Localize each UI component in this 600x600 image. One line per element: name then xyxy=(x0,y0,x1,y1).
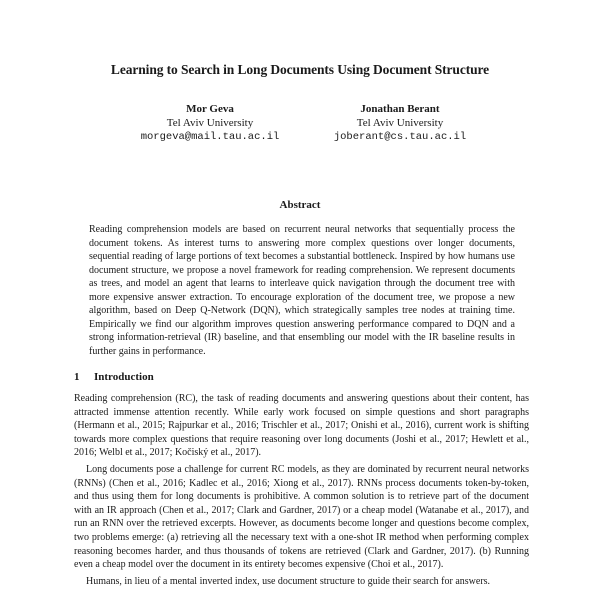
author-name: Mor Geva xyxy=(186,103,234,115)
abstract-text: Reading comprehension models are based on recurrent neural networks that sequentially process the document tokens. As interest turns to answering more complex questions over longer documents, sequential reading of large portions of text becomes a substantial bottleneck. Inspired by how humans use document structure, we propose a novel framework for reading comprehension. We represent documents as trees, and model an agent that learns to interleave quick navigation through the document tree with more expensive answer extraction. To encourage exploration of the document tree, we propose a new algorithm, based on Deep Q-Network (DQN), which strategically samples tree nodes at training time. Empirically we find our algorithm improves question answering performance compared to DQN and a strong information-retrieval (IR) baseline, and that ensembling our model with the IR baseline results in further gains in performance. xyxy=(89,224,515,357)
author-name: Jonathan Berant xyxy=(360,103,440,115)
paragraph: Reading comprehension (RC), the task of reading documents and answering questions about their content, has attracted immense attention recently. While early work focused on simple questions and short paragraphs (Hermann et al., 2015; Rajpurkar et al., 2016; Trischler et al., 2017; Onishi et al., 2016), current work is shifting towards more complex questions that require reasoning over long documents (Joshi et al., 2017; Hewlett et al., 2016; Welbl et al., 2017; Kočiský et al., 2017). xyxy=(74,393,529,459)
paragraph: Humans, in lieu of a mental inverted index, use document structure to guide their search for answers. xyxy=(86,575,491,587)
abstract-heading: Abstract xyxy=(279,199,321,211)
paragraph: Long documents pose a challenge for current RC models, as they are dominated by recurrent neural networks (RNNs) (Chen et al., 2016; Kadlec et al., 2016; Xiong et al., 2017). RNNs process documents token-by-token, and thus using them for long documents is prohibitive. A common solution is to retrieve part of the document with an IR approach (Chen et al., 2017; Clark and Gardner, 2017) or a cheap model (Watanabe et al., 2017), and run an RNN over the retrieved excerpts. However, as documents become longer and questions become complex, two problems emerge: (a) retrieving all the necessary text with a one-shot IR method when performing complex reasoning becomes harder, and thus thousands of tokens are retrieved (Clark and Gardner, 2017). (b) Running even a cheap model over the document in its entirety becomes expensive (Choi et al., 2017). xyxy=(74,463,529,571)
author-affiliation: Tel Aviv University xyxy=(166,117,254,129)
section-title: Introduction xyxy=(94,371,154,383)
author-affiliation: Tel Aviv University xyxy=(356,117,444,129)
section-number: 1 xyxy=(74,371,80,383)
author-email[interactable]: morgeva@mail.tau.ac.il xyxy=(140,131,280,143)
section-heading xyxy=(74,371,154,383)
author-block xyxy=(110,102,310,144)
paper-title: Learning to Search in Long Documents Using Document Structure xyxy=(110,62,490,77)
section-body xyxy=(74,392,529,588)
author-email[interactable]: joberant@cs.tau.ac.il xyxy=(333,131,467,143)
author-block xyxy=(300,102,500,144)
